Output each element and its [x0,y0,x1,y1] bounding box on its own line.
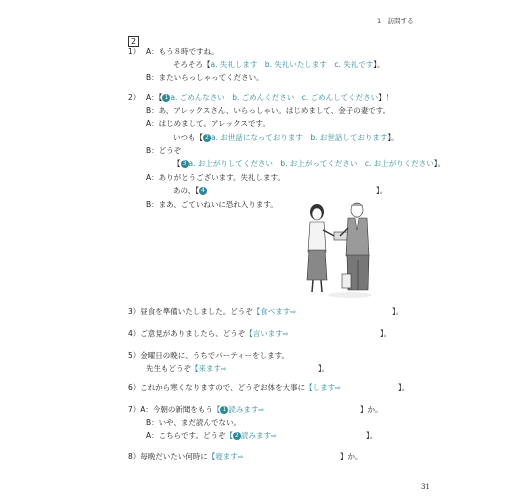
arrow-right-icon: ⇨ [258,406,265,414]
q8-line: 8）毎晩だいたい何時に【寝ます⇨ [128,452,244,461]
q2-line-b1: B：あ、アレックスさん、いらっしゃい。はじめまして、金子の妻です。 [146,106,391,115]
arrow-right-icon: ⇨ [335,384,342,392]
q3-end: 】。 [392,307,404,316]
q2-line-a5: あの、【 4 [173,186,207,196]
q2-line-b4: B：まあ、ごていねいに恐れ入ります。 [146,200,278,209]
greeting-people-illustration [290,200,390,300]
q7-line-b: B：いや、まだ読んでない。 [146,418,241,427]
marker-4-icon: 4 [199,187,207,195]
q1-number: 1） [128,47,141,56]
q7-end-c: 】。 [366,431,378,440]
q2-line-a4: A：ありがとうございます。失礼します。 [146,173,285,182]
arrow-right-icon: ⇨ [282,330,289,338]
q5-line1: 5）金曜日の晩に、うちでパーティーをします。 [128,351,290,360]
q5-end: 】。 [318,364,330,373]
q7-line-a: 7）A：今朝の新聞をもう【 1 読みます⇨ [128,405,265,414]
q4-end: 】。 [380,329,392,338]
q2-line-a3: いつも【 2 a. お世話になっております b. お世話しております】。 [173,133,399,142]
marker-2-icon: 2 [233,432,241,440]
q3-line: 3）昼食を準備いたしました。どうぞ【食べます⇨ [128,307,297,316]
q2-line-a1: A：【 1 a. ごめんなさい b. ごめんください c. ごめんしてください】！ [146,93,394,102]
arrow-right-icon: ⇨ [270,432,277,440]
q4-line: 4）ご意見がありましたら、どうぞ【言います⇨ [128,329,289,338]
arrow-right-icon: ⇨ [221,365,227,373]
q5-line2: 先生もどうぞ【来ます⇨ [146,364,227,373]
marker-3-icon: 3 [181,160,189,168]
marker-1-icon: 1 [162,94,170,102]
q6-line: 6）これから寒くなりますので、どうぞお体を大事に【します⇨ [128,383,342,392]
page-number: 31 [421,483,430,491]
q2-line-a2: A：はじめまして。アレックスです。 [146,119,270,128]
q7-end-a: 】か。 [360,405,383,414]
marker-1-icon: 1 [220,406,228,414]
section-number: 2 [128,36,139,47]
q1-line-a2: そろそろ【a. 失礼します b. 失礼いたします c. 失礼です】。 [173,60,385,69]
q2-line-b3: 【 3 a. お上がりしてください b. お上がってください c. お上がりください】。 [173,159,446,168]
q8-end: 】か。 [340,452,363,461]
q2-number: 2） [128,93,141,102]
q6-end: 】。 [398,383,410,392]
q1-line-a1: A：もう８時ですね。 [146,47,219,56]
arrow-right-icon: ⇨ [290,308,297,316]
marker-2-icon: 2 [203,134,211,142]
q2-line-b2: B：どうぞ [146,146,182,155]
chapter-header: 1 訪問する [377,17,414,25]
q1-line-b1: B：またいらっしゃってください。 [146,73,264,82]
q2-line-a5-end: 】。 [376,186,388,195]
arrow-right-icon: ⇨ [237,453,244,461]
q7-line-c: A：こちらです。どうぞ【 2 読みます⇨ [146,431,277,440]
